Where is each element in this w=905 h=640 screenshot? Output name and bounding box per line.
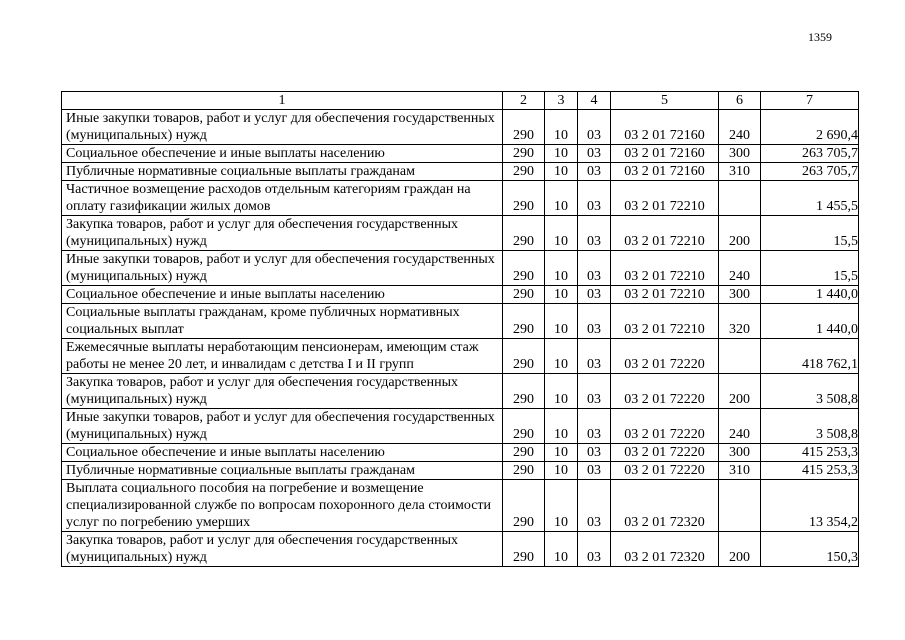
- row-code-3: 10: [545, 163, 578, 181]
- row-name: Закупка товаров, работ и услуг для обеспечения государственных (муниципальных) нужд: [62, 216, 503, 251]
- row-amount: 13 354,2: [761, 480, 859, 532]
- row-code-2: 290: [503, 110, 545, 145]
- row-code-6: 320: [719, 304, 761, 339]
- row-code-4: 03: [578, 163, 611, 181]
- table-row: [62, 181, 859, 216]
- row-code-6: [719, 480, 761, 532]
- row-code-2: 290: [503, 480, 545, 532]
- row-name: Выплата социального пособия на погребение и возмещение специализированной службе по вопросам похоронного дела стоимости услуг по погребению умерших: [62, 480, 503, 532]
- row-name: Иные закупки товаров, работ и услуг для обеспечения государственных (муниципальных) нужд: [62, 409, 503, 444]
- row-code-6: 310: [719, 163, 761, 181]
- header-col-7: 7: [761, 92, 859, 110]
- row-code-5: 03 2 01 72210: [611, 286, 719, 304]
- row-amount: 3 508,8: [761, 409, 859, 444]
- budget-table: [61, 91, 859, 567]
- row-code-5: 03 2 01 72320: [611, 480, 719, 532]
- row-name: Ежемесячные выплаты неработающим пенсионерам, имеющим стаж работы не менее 20 лет, и инвалидам с детства I и II групп: [62, 339, 503, 374]
- row-code-5: 03 2 01 72220: [611, 444, 719, 462]
- row-code-4: 03: [578, 181, 611, 216]
- row-code-5: 03 2 01 72220: [611, 409, 719, 444]
- row-code-2: 290: [503, 339, 545, 374]
- row-amount: 418 762,1: [761, 339, 859, 374]
- row-code-6: [719, 339, 761, 374]
- row-code-3: 10: [545, 444, 578, 462]
- table-row: [62, 110, 859, 145]
- header-col-4: 4: [578, 92, 611, 110]
- row-code-3: 10: [545, 145, 578, 163]
- row-code-2: 290: [503, 145, 545, 163]
- row-name: Публичные нормативные социальные выплаты гражданам: [62, 462, 503, 480]
- row-code-3: 10: [545, 339, 578, 374]
- header-col-6: 6: [719, 92, 761, 110]
- row-amount: 150,3: [761, 532, 859, 567]
- row-name: Частичное возмещение расходов отдельным категориям граждан на оплату газификации жилых домов: [62, 181, 503, 216]
- header-row: [62, 92, 859, 110]
- header-col-2: 2: [503, 92, 545, 110]
- row-code-5: 03 2 01 72320: [611, 532, 719, 567]
- row-name: Социальное обеспечение и иные выплаты населению: [62, 145, 503, 163]
- page-number: 1359: [808, 30, 832, 44]
- row-name: Иные закупки товаров, работ и услуг для обеспечения государственных (муниципальных) нужд: [62, 251, 503, 286]
- row-code-6: 300: [719, 286, 761, 304]
- table-row: [62, 409, 859, 444]
- row-code-5: 03 2 01 72210: [611, 216, 719, 251]
- row-code-5: 03 2 01 72160: [611, 145, 719, 163]
- row-code-5: 03 2 01 72220: [611, 374, 719, 409]
- row-amount: 2 690,4: [761, 110, 859, 145]
- row-name: Социальное обеспечение и иные выплаты населению: [62, 286, 503, 304]
- row-code-6: 300: [719, 444, 761, 462]
- table-row: [62, 163, 859, 181]
- row-code-4: 03: [578, 110, 611, 145]
- row-code-3: 10: [545, 286, 578, 304]
- row-code-5: 03 2 01 72210: [611, 251, 719, 286]
- row-code-5: 03 2 01 72160: [611, 163, 719, 181]
- row-amount: 15,5: [761, 216, 859, 251]
- row-code-6: 200: [719, 374, 761, 409]
- row-code-4: 03: [578, 532, 611, 567]
- row-code-5: 03 2 01 72220: [611, 339, 719, 374]
- table-row: [62, 374, 859, 409]
- row-name: Закупка товаров, работ и услуг для обеспечения государственных (муниципальных) нужд: [62, 374, 503, 409]
- row-code-3: 10: [545, 181, 578, 216]
- row-code-6: 310: [719, 462, 761, 480]
- row-code-6: 200: [719, 532, 761, 567]
- row-code-2: 290: [503, 286, 545, 304]
- row-amount: 263 705,7: [761, 163, 859, 181]
- row-code-2: 290: [503, 163, 545, 181]
- table-row: [62, 286, 859, 304]
- row-code-3: 10: [545, 409, 578, 444]
- row-amount: 1 440,0: [761, 286, 859, 304]
- row-name: Публичные нормативные социальные выплаты гражданам: [62, 163, 503, 181]
- row-code-4: 03: [578, 374, 611, 409]
- table-row: [62, 216, 859, 251]
- row-code-6: 240: [719, 110, 761, 145]
- row-code-2: 290: [503, 532, 545, 567]
- row-amount: 263 705,7: [761, 145, 859, 163]
- row-code-4: 03: [578, 145, 611, 163]
- row-amount: 415 253,3: [761, 444, 859, 462]
- row-code-6: 240: [719, 409, 761, 444]
- row-code-4: 03: [578, 251, 611, 286]
- row-code-6: 240: [719, 251, 761, 286]
- row-amount: 415 253,3: [761, 462, 859, 480]
- row-code-2: 290: [503, 462, 545, 480]
- row-amount: 1 440,0: [761, 304, 859, 339]
- row-amount: 15,5: [761, 251, 859, 286]
- header-col-5: 5: [611, 92, 719, 110]
- row-code-4: 03: [578, 409, 611, 444]
- table-row: [62, 532, 859, 567]
- row-code-6: 200: [719, 216, 761, 251]
- row-code-2: 290: [503, 444, 545, 462]
- row-code-3: 10: [545, 304, 578, 339]
- row-code-5: 03 2 01 72220: [611, 462, 719, 480]
- row-code-6: [719, 181, 761, 216]
- row-code-3: 10: [545, 374, 578, 409]
- row-code-2: 290: [503, 251, 545, 286]
- row-code-3: 10: [545, 110, 578, 145]
- table-row: [62, 304, 859, 339]
- header-col-1: 1: [62, 92, 503, 110]
- row-code-6: 300: [719, 145, 761, 163]
- row-code-4: 03: [578, 304, 611, 339]
- row-code-4: 03: [578, 480, 611, 532]
- row-code-5: 03 2 01 72160: [611, 110, 719, 145]
- row-code-3: 10: [545, 480, 578, 532]
- table-row: [62, 462, 859, 480]
- row-code-2: 290: [503, 409, 545, 444]
- row-code-3: 10: [545, 251, 578, 286]
- header-col-3: 3: [545, 92, 578, 110]
- table-row: [62, 145, 859, 163]
- table-row: [62, 339, 859, 374]
- row-code-2: 290: [503, 374, 545, 409]
- row-code-2: 290: [503, 216, 545, 251]
- row-code-5: 03 2 01 72210: [611, 304, 719, 339]
- row-name: Социальные выплаты гражданам, кроме публичных нормативных социальных выплат: [62, 304, 503, 339]
- row-name: Закупка товаров, работ и услуг для обеспечения государственных (муниципальных) нужд: [62, 532, 503, 567]
- row-code-4: 03: [578, 444, 611, 462]
- table-row: [62, 444, 859, 462]
- row-name: Иные закупки товаров, работ и услуг для обеспечения государственных (муниципальных) нужд: [62, 110, 503, 145]
- row-name: Социальное обеспечение и иные выплаты населению: [62, 444, 503, 462]
- row-code-3: 10: [545, 532, 578, 567]
- table-row: [62, 480, 859, 532]
- row-code-2: 290: [503, 181, 545, 216]
- row-code-3: 10: [545, 462, 578, 480]
- row-amount: 1 455,5: [761, 181, 859, 216]
- row-amount: 3 508,8: [761, 374, 859, 409]
- row-code-4: 03: [578, 216, 611, 251]
- table-row: [62, 251, 859, 286]
- row-code-2: 290: [503, 304, 545, 339]
- row-code-4: 03: [578, 339, 611, 374]
- row-code-4: 03: [578, 462, 611, 480]
- row-code-3: 10: [545, 216, 578, 251]
- row-code-4: 03: [578, 286, 611, 304]
- row-code-5: 03 2 01 72210: [611, 181, 719, 216]
